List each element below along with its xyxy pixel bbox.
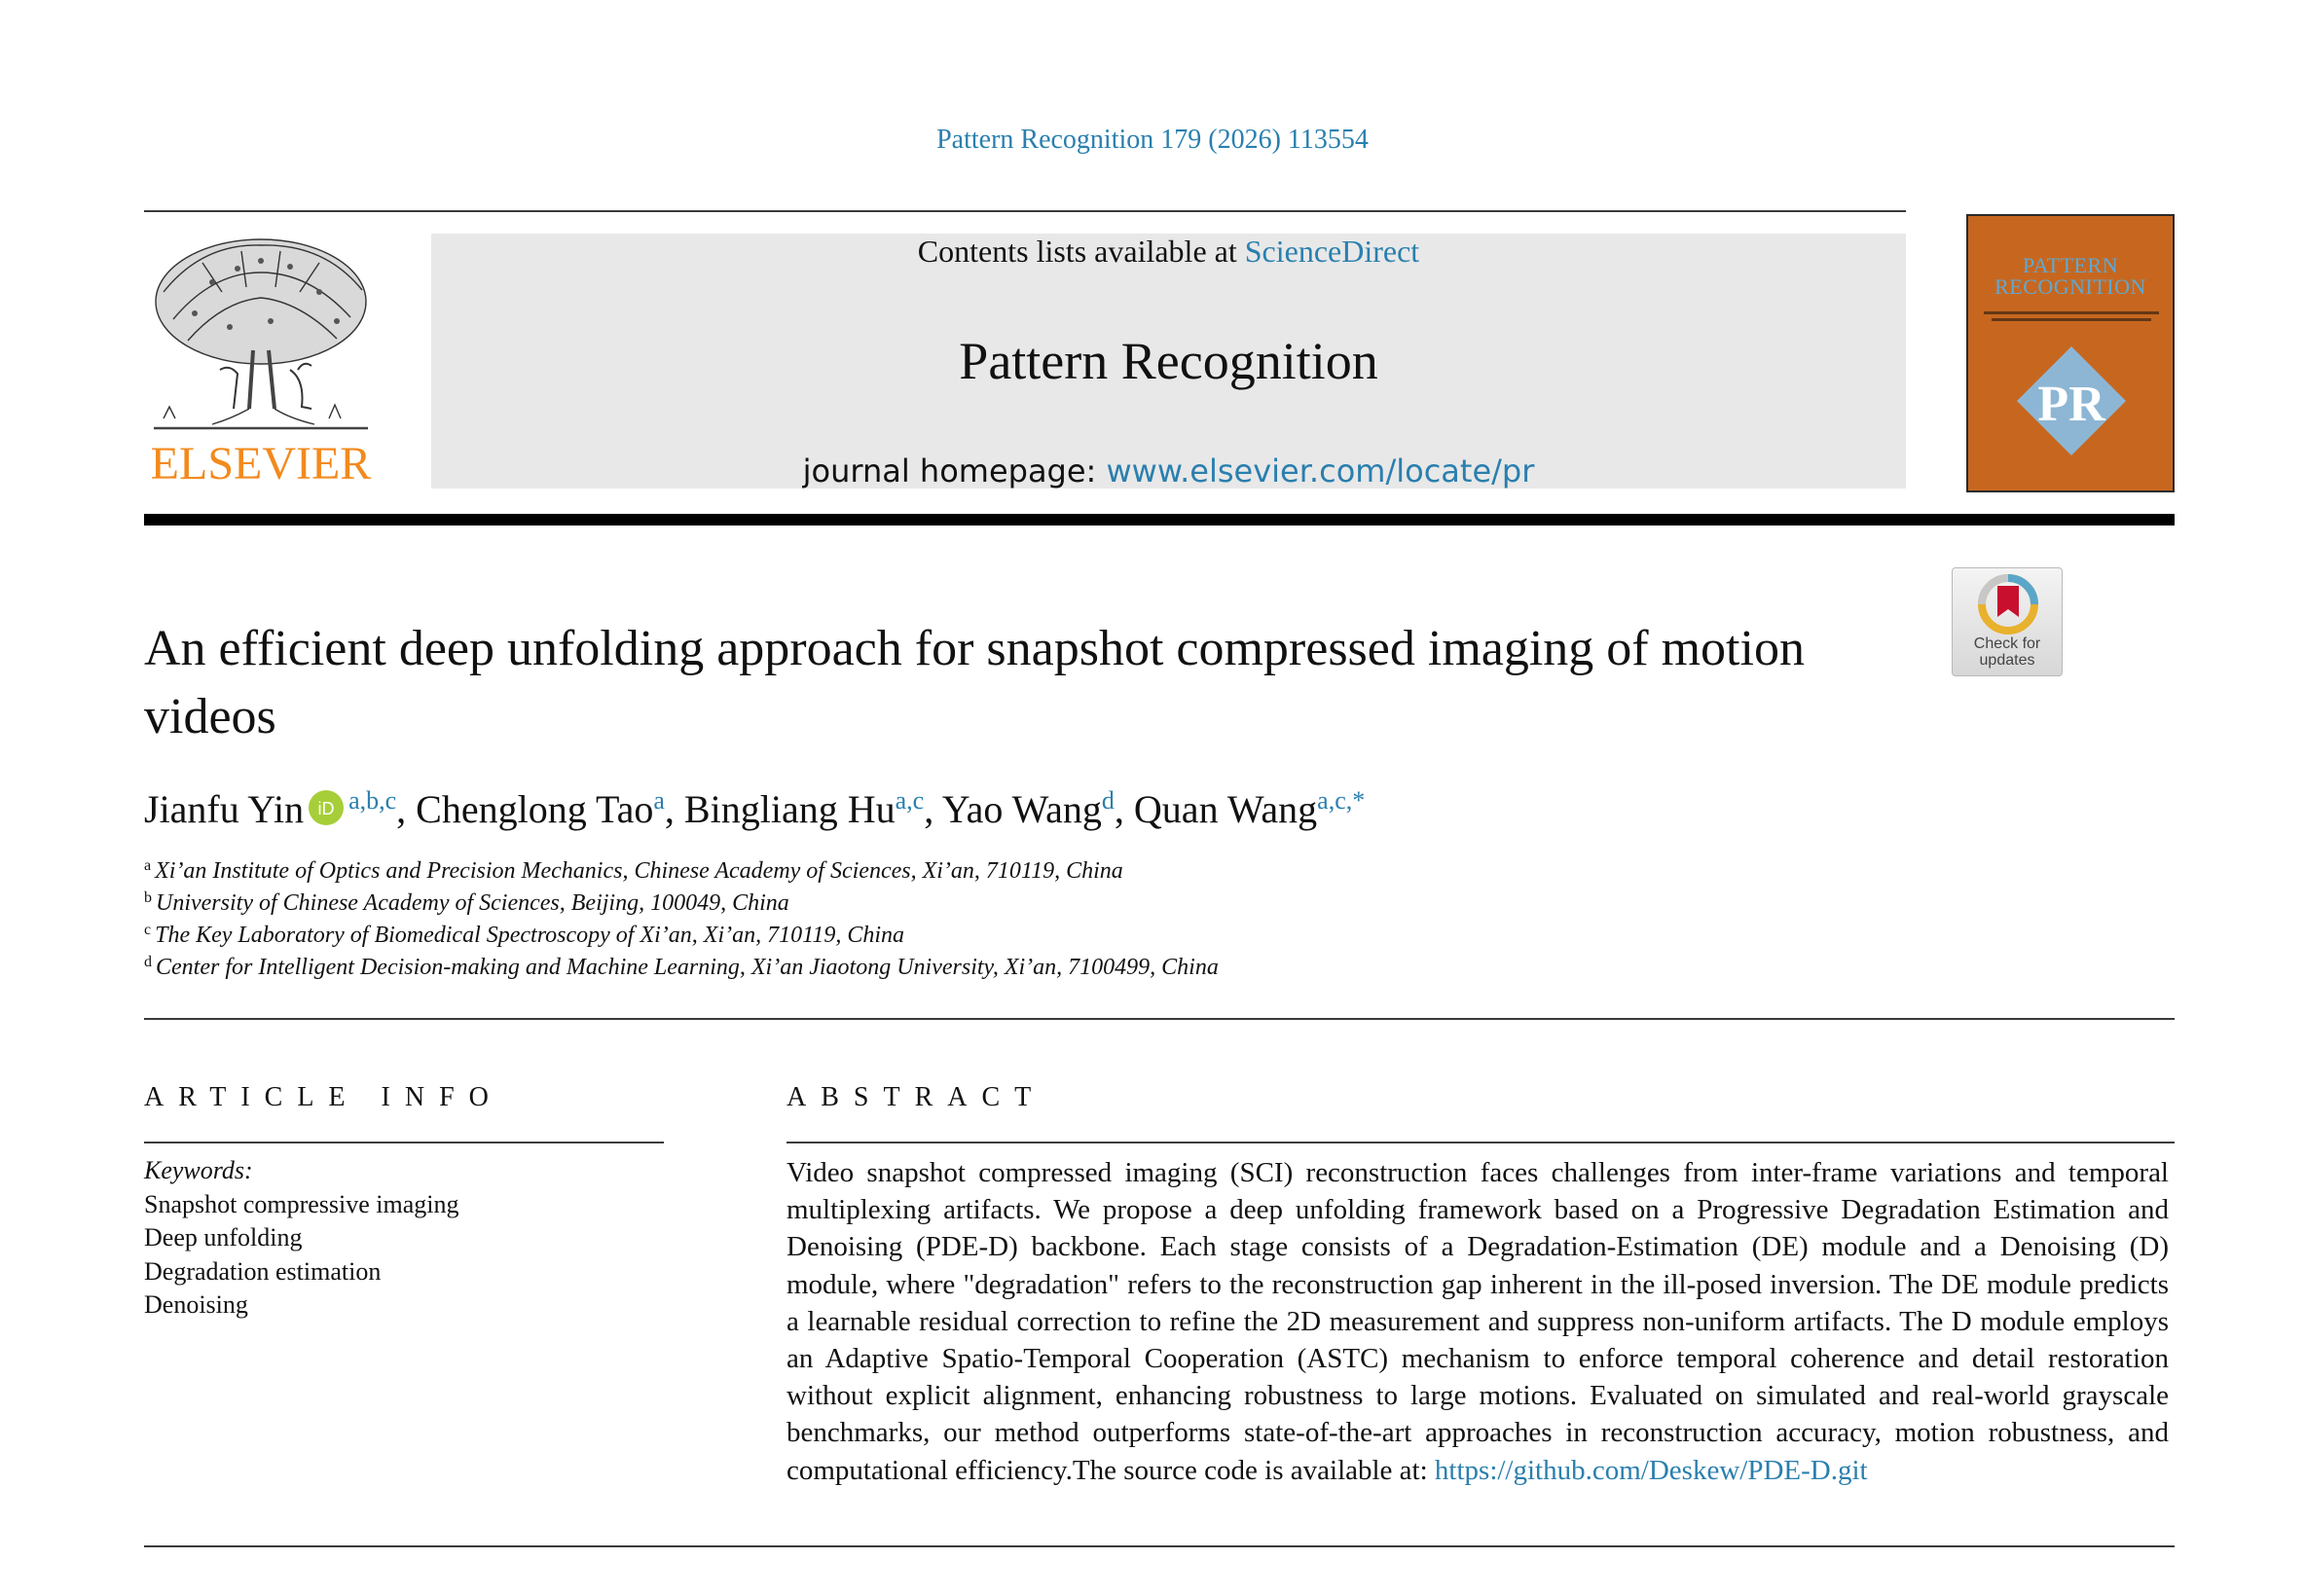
author-name: Quan Wang: [1133, 787, 1318, 831]
affiliation-text: Xi’an Institute of Optics and Precision Mechanics, Chinese Academy of Sciences, Xi’an, 710119, China: [155, 858, 1123, 884]
section-divider: [144, 1018, 2175, 1020]
affiliation-label: d: [144, 954, 152, 970]
header-thick-divider: [144, 514, 2175, 526]
check-for-updates-icon: [1978, 574, 2038, 635]
homepage-prefix: journal homepage:: [802, 453, 1107, 490]
svg-text:iD: iD: [317, 799, 335, 818]
check-for-updates-label: Check for updates: [1973, 635, 2041, 669]
author-name: Jianfu Yin: [144, 787, 305, 831]
affiliation-item: [144, 923, 1219, 955]
keyword: Degradation estimation: [144, 1256, 382, 1286]
author-affiliation-marks[interactable]: a,c: [895, 786, 925, 815]
abstract-paragraph: Video snapshot compressed imaging (SCI) reconstruction faces challenges from inter-frame variations and temporal multiplexing artifacts. We propose a deep unfolding framework based on a Progressive Degradation Estimation and Denoising (PDE-D) backbone. Each stage consists of a Degradation-Estimation (DE) module and a Denoising (D) module, where "degradation" refers to the reconstruction gap inherent in the ill-posed inversion. The DE module predicts a learnable residual correction to refine the 2D measurement and suppress non-uniform artifacts. The D module employs an Adaptive Spatio-Temporal Cooperation (ASTC) mechanism to enforce temporal coherence and detail restoration without explicit alignment, enhancing robustness to large motions. Evaluated on simulated and real-world grayscale benchmarks, our method outperforms state-of-the-art approaches in reconstruction accuracy, motion robustness, and computational efficiency.The source code is available at:: [787, 1157, 2169, 1486]
journal-name: Pattern Recognition: [959, 332, 1378, 390]
author-affiliation-marks[interactable]: a: [653, 786, 665, 815]
affiliation-label: a: [144, 857, 152, 874]
journal-cover-thumbnail[interactable]: [1966, 214, 2175, 492]
check-for-updates-button[interactable]: [1952, 567, 2063, 676]
author-name: Bingliang Hu: [683, 787, 896, 831]
svg-text:PR: PR: [2037, 377, 2105, 432]
cover-text-lines: [1984, 309, 2159, 327]
author-name: Chenglong Tao: [416, 787, 654, 831]
abstract-divider: [787, 1142, 2175, 1143]
author-affiliation-marks[interactable]: d: [1101, 786, 1115, 815]
pr-monogram-icon: [2015, 345, 2128, 457]
affiliations: [144, 858, 1219, 987]
affiliation-item: [144, 890, 1219, 923]
elsevier-logo[interactable]: [144, 234, 378, 491]
author-affiliation-marks[interactable]: a,b,c: [348, 786, 397, 815]
contents-prefix: Contents lists available at: [917, 234, 1245, 269]
journal-homepage-link[interactable]: www.elsevier.com/locate/pr: [1106, 453, 1535, 490]
article-info-divider: [144, 1142, 664, 1143]
paper-title: An efficient deep unfolding approach for snapshot compressed imaging of motion videos: [144, 621, 1805, 744]
elsevier-tree-icon: [144, 234, 378, 440]
homepage-line: [431, 453, 1906, 490]
journal-citation[interactable]: Pattern Recognition 179 (2026) 113554: [936, 125, 1369, 155]
journal-banner: [431, 234, 1906, 489]
affiliation-item: [144, 955, 1219, 987]
affiliation-text: The Key Laboratory of Biomedical Spectroscopy of Xi’an, Xi’an, 710119, China: [155, 923, 905, 948]
keyword: Snapshot compressive imaging: [144, 1189, 459, 1218]
affiliation-label: b: [144, 889, 152, 906]
cover-title: PATTERN RECOGNITION: [1994, 253, 2146, 299]
abstract-heading: ABSTRACT: [787, 1082, 1046, 1112]
abstract-body: [787, 1154, 2169, 1489]
elsevier-wordmark: ELSEVIER: [150, 438, 372, 490]
bottom-divider: [144, 1545, 2175, 1547]
contents-line: [431, 234, 1906, 270]
article-info-heading: ARTICLE INFO: [144, 1082, 503, 1112]
author-name: Yao Wang: [941, 787, 1102, 831]
keywords-label: Keywords:: [144, 1156, 253, 1184]
author-list: Jianfu Yin iD $^{a,b,c}$, Chenglong Tao$^a$, Bingliang Hu$^{a,c}$, Yao Wang$^d$, Quan Wang$^{a,c,*}$: [144, 786, 1366, 831]
keywords-list: [144, 1154, 459, 1323]
author-affiliation-marks[interactable]: a,c,*: [1317, 786, 1366, 815]
keyword: Denoising: [144, 1290, 248, 1319]
affiliation-text: University of Chinese Academy of Sciences, Beijing, 100049, China: [156, 890, 789, 916]
top-divider: [144, 210, 1906, 212]
keyword: Deep unfolding: [144, 1223, 303, 1251]
sciencedirect-link[interactable]: ScienceDirect: [1244, 234, 1420, 269]
source-code-link[interactable]: https://github.com/Deskew/PDE-D.git: [1434, 1454, 1868, 1486]
affiliation-text: Center for Intelligent Decision-making and Machine Learning, Xi’an Jiaotong University, Xi’an, 7100499, China: [156, 955, 1219, 980]
orcid-icon[interactable]: [308, 789, 345, 826]
affiliation-item: [144, 858, 1219, 890]
affiliation-label: c: [144, 922, 152, 938]
